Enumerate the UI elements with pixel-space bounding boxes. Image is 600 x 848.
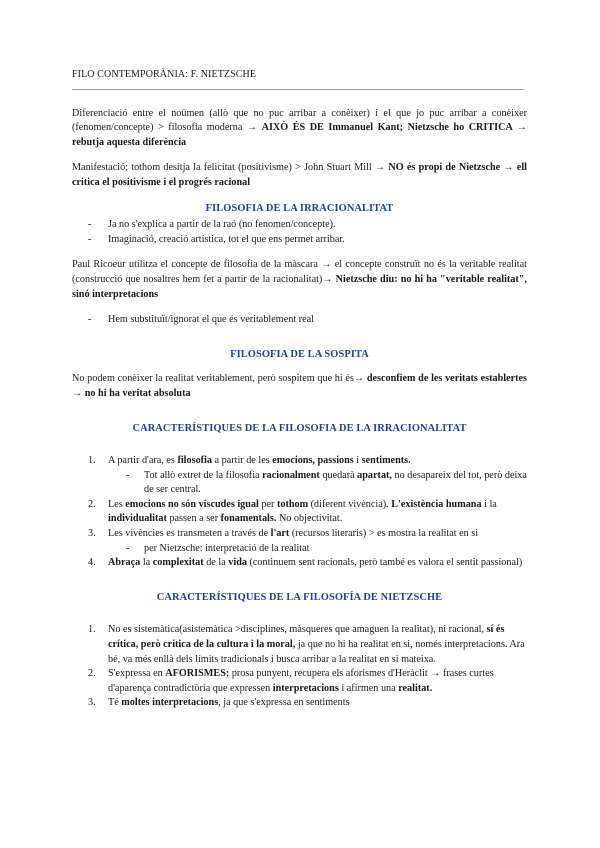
list-item — [72, 667, 527, 696]
text: Les vivències es transmeten a través de — [108, 528, 271, 540]
bold-text: emocions no són viscudes igual — [125, 498, 259, 510]
section-heading-suspicion: FILOSOFIA DE LA SOSPITA — [230, 348, 369, 360]
intro-p2-text: Manifestació; tothom desitja la felicitat (positivisme) > John Stuart Mill → — [72, 162, 389, 174]
sub-list — [108, 542, 527, 557]
list-item — [72, 556, 527, 571]
bold-text: l'art — [270, 528, 290, 540]
text: quedarà — [319, 469, 358, 481]
list-item — [72, 623, 527, 667]
bold-text: AFORISMES; — [165, 668, 230, 680]
suspicion-text: No podem conèixer la realitat veritablement, però sospitem que hi és→ — [72, 373, 367, 385]
text: i la — [481, 498, 497, 510]
text: Tot allò extret de la filosofia — [144, 469, 263, 481]
text: i — [353, 455, 362, 467]
text: No objectivitat. — [276, 513, 343, 525]
text: No es sistemàtica(asistemàtica >disciplines, màsqueres que amaguen la realitat), ni racional, — [108, 624, 487, 636]
list-item: - Hem substituït/ignorat el que és veritablement real — [72, 313, 527, 328]
document-page — [72, 68, 527, 727]
text: no desapareix del tot, però deixa de ser central. — [144, 469, 527, 496]
bold-text: emocions, passions — [272, 455, 354, 467]
list-item — [72, 696, 527, 711]
text: per — [258, 498, 277, 510]
bold-text: moltes interpretacions — [121, 697, 219, 709]
bold-text: interpretacions — [272, 682, 339, 694]
text: i afirmen una — [338, 682, 399, 694]
text: Té — [108, 697, 122, 709]
bold-text: realitat. — [398, 682, 433, 694]
text: a partir de les — [211, 455, 273, 467]
bold-text: L'existència humana — [391, 498, 482, 510]
section-heading-nietzsche-features: CARACTERÍSTIQUES DE LA FILOSOFÍA DE NIETZSCHE — [156, 591, 443, 603]
text: A partir d'ara, es — [108, 455, 178, 467]
intro-p1-bold: AIXÒ ÉS DE Immanuel Kant; Nietzsche ho CRITICA → rebutja aquesta diferència — [72, 122, 527, 148]
bold-text: vida — [228, 557, 247, 569]
intro-paragraph-positivism — [72, 161, 527, 190]
list-item — [72, 454, 527, 498]
section-heading-irrationality: FILOSOFIA DE LA IRRACIONALITAT — [205, 202, 394, 214]
sub-list — [108, 469, 527, 498]
intro-p1-text: Diferenciació entre el noümen (allò que no puc arribar a conèixer) i el que jo puc arribar a conèixer (fenomen/concepte) > filosofia moderna → — [72, 107, 527, 134]
bold-text: racionalment — [262, 469, 320, 481]
list-number: 2. — [88, 498, 96, 510]
text: (diferent vivència). — [308, 498, 392, 510]
bold-text: fonamentals. — [220, 513, 277, 525]
list-item — [72, 527, 527, 556]
ricoeur-text: Paul Ricoeur utilitza el concepte de filosofia de la màscara → el concepte construït no és la veritable realitat (construcció que nosaltres hem fet a partir de la racionalitat)→ — [72, 259, 527, 285]
bold-text: apartat, — [357, 469, 392, 481]
list-item: - Ja no s'explica a partir de la raó (no fenomen/concepte). — [72, 218, 527, 233]
bold-text: sentiments. — [361, 455, 411, 467]
document-header: FILO CONTEMPORÀNIA: F. NIETZSCHE — [72, 69, 257, 80]
list-item — [72, 498, 527, 527]
text: (continuem sent racionals, però també es valora el sentit passional) — [246, 557, 523, 569]
sub-list-item — [108, 469, 527, 498]
list-number: 3. — [88, 528, 96, 540]
text: ja que no hi ha realitat en si, només interpretacions. Ara bé, va més enllà dels límits tradicionals i busca arribar a la realitat en si mateixa. — [108, 639, 525, 665]
intro-p2-bold: NO és propi de Nietzsche → ell critica el positivisme i el progrés racional — [72, 162, 527, 188]
list-number: 1. — [88, 455, 96, 467]
text: , ja que s'expressa en sentiments — [218, 697, 350, 709]
list-number: 3. — [88, 697, 96, 709]
suspicion-paragraph — [72, 372, 527, 401]
bold-text: sí és crítica, però crítica de la cultura i la moral, — [108, 624, 505, 651]
nietzsche-features-list — [72, 623, 527, 711]
bold-text: individualitat — [108, 513, 167, 525]
bold-text: filosofia — [177, 455, 212, 467]
text: prosa punyent, recupera els aforismes d'Heràclit → frases curtes d'aparença contradictòria que expressen — [108, 668, 494, 694]
irrationality-list — [72, 218, 527, 247]
irrationality-features-list — [72, 454, 527, 571]
bold-text: complexitat — [152, 557, 204, 569]
bold-text: Abraça — [108, 557, 141, 569]
list-item: - Imaginació, creació artística, tot el que ens permet arribar. — [72, 233, 527, 248]
intro-paragraph-noumen — [72, 107, 527, 151]
list-number: 2. — [88, 668, 96, 680]
list-number: 1. — [88, 624, 96, 636]
text: de la — [203, 557, 229, 569]
bold-text: tothom — [276, 498, 309, 510]
section-heading-irrationality-features: CARACTERÍSTIQUES DE LA FILOSOFIA DE LA IRRACIONALITAT — [132, 422, 467, 434]
suspicion-bold: desconfiem de les veritats establertes → no hi ha veritat absoluta — [72, 373, 527, 399]
list-number: 4. — [88, 557, 96, 569]
sub-list-item: - per Nietzsche: interpretació de la realitat — [108, 542, 527, 557]
ricoeur-list — [72, 313, 527, 328]
header-divider — [72, 89, 524, 90]
text: passen a ser — [166, 513, 221, 525]
text: la — [140, 557, 153, 569]
text: Les — [108, 498, 126, 510]
text: S'expressa en — [108, 668, 166, 680]
text: (recursos literaris) > es mostra la realitat en si — [289, 528, 479, 540]
ricoeur-paragraph — [72, 258, 527, 302]
ricoeur-bold: Nietzsche diu: no hi ha "veritable realitat", sinó interpretacions — [72, 273, 527, 300]
